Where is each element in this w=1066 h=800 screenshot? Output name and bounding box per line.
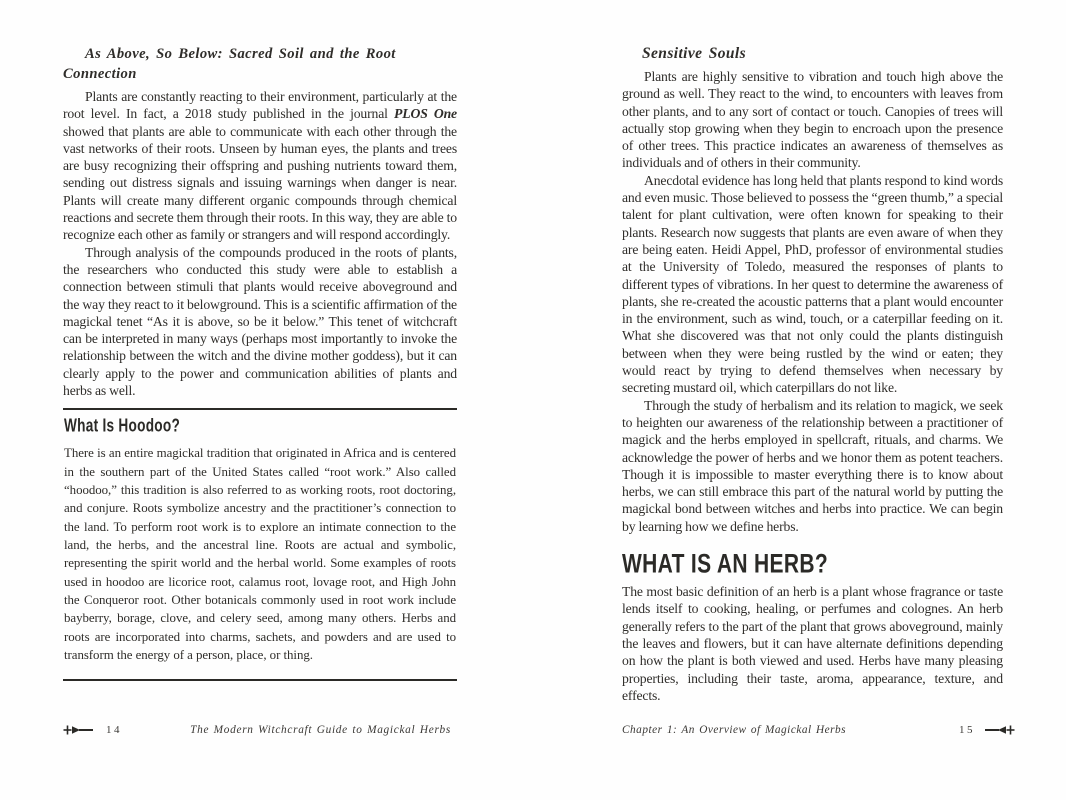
what-is-an-herb-heading-text: WHAT IS AN HERB? — [622, 548, 829, 580]
right-page-number: 15 — [959, 724, 975, 736]
right-page-footer — [622, 721, 1015, 739]
callout-title — [64, 417, 456, 436]
left-page-footer — [63, 721, 457, 739]
right-page — [622, 44, 1003, 704]
paragraph — [64, 444, 456, 664]
callout-title-text: What Is Hoodoo? — [64, 416, 181, 437]
text-segment: Through analysis of the compounds produced in the roots of plants, the researchers who conducted this study were able to establish a connection between stimuli that plants would receive aboveground and the way they react to it belowground. This is a scientific affirmation of the magickal tenet “As it is above, so be it below.” This tenet of witchcraft can be interpreted in many ways (perhaps most importantly to invoke the relationship between the witch and the divine mother goddess), but it can clearly apply to the power and communication abilities of plants and herbs as well. — [63, 244, 457, 399]
paragraph — [622, 68, 1003, 172]
paragraph — [63, 88, 457, 244]
left-page-number: 14 — [106, 724, 122, 736]
text-segment: The most basic definition of an herb is a plant whose fragrance or taste lends itself to cooking, healing, or perfumes and colognes. An herb generally refers to the part of the plant that grows aboveground, mainly the leaves and flowers, but it can have alternate definitions depending on how the plant is both viewed and used. Herbs have many pleasing properties, including their taste, aroma, appearance, texture, and effects. — [622, 584, 1003, 703]
hoodoo-callout-box — [63, 408, 457, 681]
left-page — [63, 44, 457, 681]
running-title: The Modern Witchcraft Guide to Magickal Herbs — [190, 724, 451, 736]
text-segment: Plants are highly sensitive to vibration and touch high above the ground as well. They react to the wind, to encounters with leaves from other plants, and to any sort of contact or touch. Canopies of trees will actually stop growing when they begin to encroach upon the presence of other trees. This practice indicates an awareness of themselves as individuals and of others in their community. — [622, 69, 1003, 171]
paragraph — [622, 172, 1003, 397]
left-section-heading: As Above, So Below: Sacred Soil and the Root Connection — [63, 46, 396, 82]
callout-body — [64, 444, 456, 664]
what-is-an-herb-heading — [622, 548, 1003, 580]
text-segment: Plants are constantly reacting to their environment, particularly at the root level. In fact, a 2018 study published in the journal — [63, 89, 457, 122]
paragraph — [622, 397, 1003, 535]
text-segment: There is an entire magickal tradition that originated in Africa and is centered in the southern part of the United States called “root work.” Also called “hoodoo,” this tradition is also referred to as working roots, root doctoring, and conjure. Roots symbolize ancestry and the practitioner’s connection to the land. To perform root work is to explore an intimate connection to the land, the herbs, and the ancestral line. Roots are actual and symbolic, representing the spirit world and the herbal world. Some examples of roots used in hoodoo are licorice root, calamus root, lovage root, and High John the Conqueror root. Other botanicals commonly used in root work include bayberry, borage, clove, and celery seed, among many others. Herbs and roots are incorporated into charms, sachets, and powders and are used to transform the energy of a person, place, or thing. — [64, 446, 456, 663]
left-body-text — [63, 88, 457, 399]
herb-section-body-text — [622, 583, 1003, 704]
arrow-left-ornament-icon — [985, 725, 1015, 735]
text-segment: Anecdotal evidence has long held that plants respond to kind words and even music. Those believed to possess the “green thumb,” a special talent for plant cultivation, were often known for speaking to their plants. Research now suggests that plants are even aware of when they are being eaten. Heidi Appel, PhD, professor of environmental studies at the University of Toledo, measured the responses of plants to different types of vibrations. In her quest to determine the awareness of plants, she re-created the acoustic patterns that a plant would encounter in the environment, such as wind, touch, or a caterpillar feeding on it. What she discovered was that not only could the plants distinguish between when they were being rustled by the wind or eaten; they would react by trying to defend themselves when necessary by secreting mustard oil, which caterpillars do not like. — [622, 172, 1003, 396]
paragraph — [622, 583, 1003, 704]
text-segment: showed that plants are able to communicate with each other through the vast networks of their roots. Unseen by human eyes, the plants and trees are busy recognizing their offspring and pushing nutrients toward them, sending out distress signals and issuing warnings when danger is near. Plants will create many different organic compounds through chemical reactions and secrete them through their roots. In this way, they are able to recognize each other as family or strangers and will respond accordingly. — [63, 123, 457, 243]
right-section-heading: Sensitive Souls — [642, 45, 747, 62]
text-segment: PLOS One — [394, 106, 457, 122]
paragraph — [63, 244, 457, 400]
arrow-right-ornament-icon — [63, 725, 93, 735]
chapter-title: Chapter 1: An Overview of Magickal Herbs — [622, 724, 847, 736]
text-segment: Through the study of herbalism and its relation to magick, we seek to heighten our awareness of the relationship between a practitioner of magick and the herbs employed in spellcraft, rituals, and charms. We acknowledge the power of herbs and we honor them as potent teachers. Though it is impossible to master everything there is to know about herbs, we can still embrace this part of the natural world by putting the magickal bond between witches and herbs into practice. We can begin by learning how we define herbs. — [622, 397, 1003, 534]
right-body-text — [622, 68, 1003, 535]
